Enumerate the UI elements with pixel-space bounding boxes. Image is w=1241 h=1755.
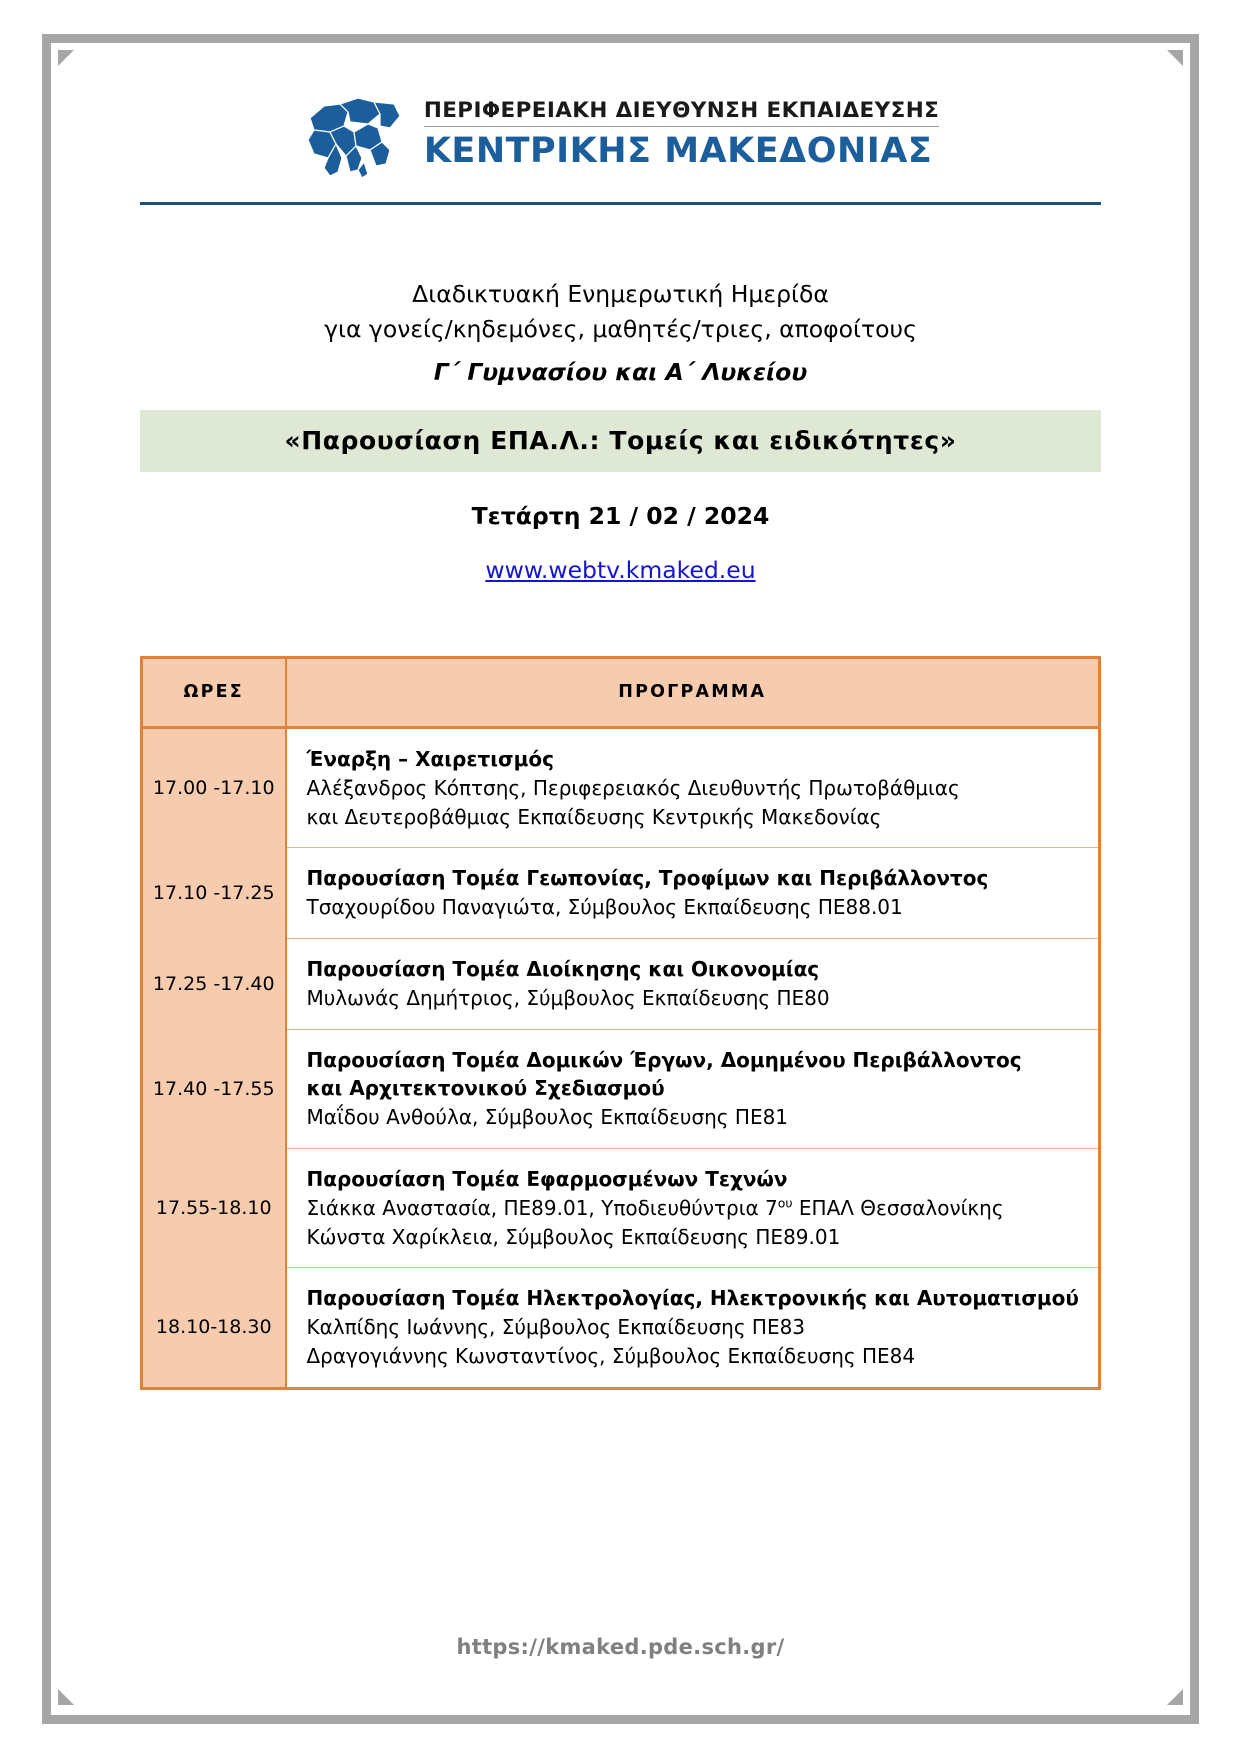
column-header-hours: ΩΡΕΣ (142, 657, 286, 727)
row-hours: 17.25 -17.40 (142, 938, 286, 1029)
header-horizontal-rule (140, 202, 1101, 205)
row-program-detail: Καλπίδης Ιωάννης, Σύμβουλος Εκπαίδευσης ΠΕ83 (306, 1315, 806, 1340)
row-hours: 17.10 -17.25 (142, 848, 286, 939)
table-row (142, 938, 1100, 1029)
row-program (286, 1148, 1100, 1267)
event-title-line-1: Διαδικτυακή Ενημερωτική Ημερίδα (412, 279, 829, 308)
row-program-title: Παρουσίαση Τομέα Εφαρμοσμένων Τεχνών (306, 1166, 788, 1191)
title-block (140, 277, 1101, 386)
letterhead-text (424, 98, 939, 171)
row-hours: 18.10-18.30 (142, 1268, 286, 1388)
program-table (140, 656, 1101, 1390)
detail-superscript: ου (777, 1195, 793, 1211)
row-program-title: Παρουσίαση Τομέα Δομικών Έργων, Δομημένου Περιβάλλοντος (306, 1047, 1022, 1072)
event-stream-link-container (140, 556, 1101, 584)
row-program (286, 938, 1100, 1029)
detail-text-before-superscript: Σιάκκα Αναστασία, ΠΕ89.01, Υποδιευθύντρια 7 (306, 1195, 778, 1220)
row-program-title: Έναρξη – Χαιρετισμός (306, 746, 554, 771)
event-audience-grades: Γ΄ Γυμνασίου και Α΄ Λυκείου (433, 357, 808, 386)
table-row (142, 848, 1100, 939)
row-program-title: Παρουσίαση Τομέα Ηλεκτρολογίας, Ηλεκτρονικής και Αυτοματισμού (306, 1286, 1079, 1311)
row-program-title: Παρουσίαση Τομέα Γεωπονίας, Τροφίμων και Περιβάλλοντος (306, 866, 989, 891)
row-program-detail: Αλέξανδρος Κόπτσης, Περιφερειακός Διευθυντής Πρωτοβάθμιας (306, 775, 960, 800)
macedonia-region-map-icon (302, 88, 406, 180)
event-stream-link[interactable]: www.webtv.kmaked.eu (485, 555, 756, 584)
row-program (286, 727, 1100, 847)
row-program-detail: Κώνστα Χαρίκλεια, Σύμβουλος Εκπαίδευσης ΠΕ89.01 (306, 1224, 841, 1249)
row-program-detail: Μαΐδου Ανθούλα, Σύμβουλος Εκπαίδευσης ΠΕ81 (306, 1105, 789, 1130)
event-subject-banner: «Παρουσίαση ΕΠΑ.Λ.: Τομείς και ειδικότητες» (140, 410, 1101, 472)
detail-text-after-superscript: ΕΠΑΛ Θεσσαλονίκης (792, 1195, 1004, 1220)
row-hours: 17.40 -17.55 (142, 1029, 286, 1148)
table-row (142, 727, 1100, 847)
row-program-detail: Τσαχουρίδου Παναγιώτα, Σύμβουλος Εκπαίδευσης ΠΕ88.01 (306, 895, 903, 920)
row-program-detail: Δραγογιάννης Κωνσταντίνος, Σύμβουλος Εκπαίδευσης ΠΕ84 (306, 1343, 916, 1368)
letterhead-line-2: ΚΕΝΤΡΙΚΗΣ ΜΑΚΕΔΟΝΙΑΣ (423, 130, 933, 171)
event-title-line-2: για γονείς/κηδεμόνες, μαθητές/τριες, αποφοίτους (324, 315, 917, 344)
letterhead (140, 70, 1101, 180)
table-row (142, 1029, 1100, 1148)
row-program-title: Παρουσίαση Τομέα Διοίκησης και Οικονομίας (306, 956, 820, 981)
row-program-detail-superscript (307, 1194, 1089, 1223)
event-date: Τετάρτη 21 / 02 / 2024 (471, 501, 770, 530)
letterhead-line-1: ΠΕΡΙΦΕΡΕΙΑΚΗ ΔΙΕΥΘΥΝΣΗ ΕΚΠΑΙΔΕΥΣΗΣ (423, 97, 940, 123)
footer-website-url[interactable]: https://kmaked.pde.sch.gr/ (456, 1635, 785, 1659)
row-program (286, 1268, 1100, 1388)
letterhead-divider (424, 126, 939, 127)
row-program (286, 848, 1100, 939)
row-program (286, 1029, 1100, 1148)
program-table-header-row (142, 657, 1100, 727)
column-header-program: ΠΡΟΓΡΑΜΜΑ (286, 657, 1100, 727)
table-row (142, 1148, 1100, 1267)
table-row (142, 1268, 1100, 1388)
row-program-title-continued: και Αρχιτεκτονικού Σχεδιασμού (306, 1076, 665, 1101)
row-program-detail: Μυλωνάς Δημήτριος, Σύμβουλος Εκπαίδευσης ΠΕ80 (306, 985, 830, 1010)
row-hours: 17.55-18.10 (142, 1148, 286, 1267)
row-hours: 17.00 -17.10 (142, 727, 286, 847)
row-program-detail: και Δευτεροβάθμιας Εκπαίδευσης Κεντρικής Μακεδονίας (306, 804, 882, 829)
